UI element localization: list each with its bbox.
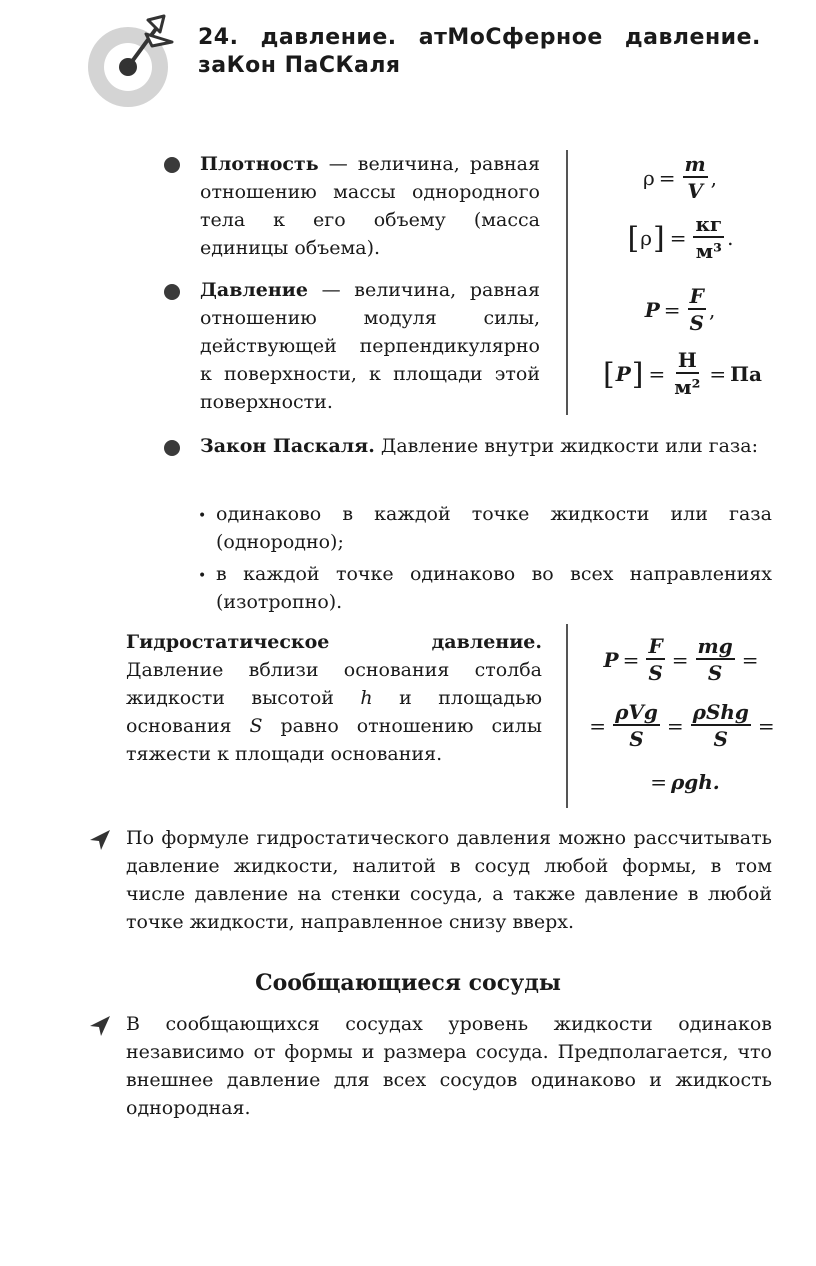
formula-symbol: ρ [642,166,655,190]
title-line-1: 24. давление. атМоСферное давление. [198,25,761,50]
list-item: • в каждой точке одинаково во всех направлениях (изотропно). [198,563,772,613]
formula-symbol: P [603,648,619,672]
formula-result: ρgh. [670,770,720,794]
unit-symbol: ρ [640,226,652,250]
formula-numerator: F [648,634,663,658]
hydrostatic-text: Давление вблизи основания столба жидкости высотой [126,659,542,709]
unit-numerator: Н [677,348,697,372]
formula-numerator: ρVg [615,700,658,724]
pressure-term: Давление [200,279,308,301]
formula-numerator: F [689,284,704,308]
bullet-dot-icon [164,157,180,173]
unit-numerator: кг [695,212,723,236]
pascal-term: Закон Паскаля. [200,435,375,457]
hydrostatic-formula-line-1: P = $\frac{F}{S}$ = $\frac{mg}{S}$ = [603,634,759,685]
pascal-text: Давление внутри жидкости или газа: [374,435,759,457]
formula-numerator: m [684,152,706,176]
formula-numerator: mg [697,634,733,658]
vessels-note: В сообщающихся сосудах уровень жидкости одинаков независимо от формы и размера сосуда. Предполагается, что внешнее давление для всех сосудов одинаково и жидкость однородная. [126,1013,772,1119]
list-item: • одинаково в каждой точке жидкости или газа (однородно); [198,503,772,553]
bullet-dot-icon [164,440,180,456]
pressure-text: — величина, равная отношению модуля силы, действующей перпендикулярно к поверхности, к площади этой поверхности. [200,279,540,413]
hydrostatic-text: равно отношению силы тяжести к площади основания. [126,715,543,765]
list-item-text: одинаково в каждой точке жидкости или газа (однородно); [216,503,772,553]
formula-symbol: P [644,298,660,322]
formula-denominator: S [629,727,644,751]
var-h: h [360,687,373,709]
list-item-text: в каждой точке одинаково во всех направлениях (изотропно). [216,563,772,613]
hydrostatic-term: Гидростатическое давление. [126,631,542,653]
pressure-formula: P = $\frac{F}{S}$ , [644,284,716,335]
unit-result: Па [730,362,762,386]
formula-denominator: V [687,179,703,203]
hydrostatic-text: и площадью основания [126,687,542,737]
bullet-dot-icon [164,284,180,300]
density-unit-formula: [ ρ ] = $\frac{кг}{\text{м³}}$ . [627,212,734,263]
hydrostatic-note: По формуле гидростатического давления можно рассчитывать давление жидкости, налитой в сосуд любой формы, в том числе давление на стенки сосуда, а также давление в любой точке жидкости, направленное снизу вверх. [126,827,772,933]
var-s: S [249,715,263,737]
hydrostatic-definition [126,628,542,768]
pressure-definition [200,276,540,416]
density-formula: ρ = $\frac{m}{V}$ , [642,152,718,203]
formula-numerator: ρShg [692,700,749,724]
hydrostatic-formula-line-3: = ρgh. [650,770,720,794]
title-line-2: заКон ПаСКаля [198,53,401,78]
density-term: Плотность [200,153,319,175]
hydrostatic-formula-line-2: = $\frac{\text{ρVg}}{S}$ = $\frac{\text{ρShg}}{S}$ = [589,700,775,751]
formula-denominator: S [648,661,663,685]
pascal-law [200,432,772,460]
pointer-arrow-icon [88,828,112,852]
vertical-divider [566,624,568,808]
unit-denominator: м² [674,375,701,399]
formula-denominator: S [707,661,723,685]
unit-denominator: м³ [695,239,722,263]
density-definition [200,150,540,262]
pressure-unit-formula: [ P ] = $\frac{Н}{\text{м²}}$ = Па [602,348,762,399]
page-title [198,24,778,80]
target-arrow-icon [86,12,186,112]
formula-denominator: S [689,311,704,335]
pointer-arrow-icon [88,1014,112,1038]
density-text: — величина, равная отношению массы однородного тела к его объему (масса единицы объема). [200,153,540,259]
pascal-list [196,500,772,616]
section-heading: Сообщающиеся сосуды [255,970,561,996]
formula-denominator: S [713,727,728,751]
unit-symbol: P [615,362,631,386]
vertical-divider [566,150,568,415]
